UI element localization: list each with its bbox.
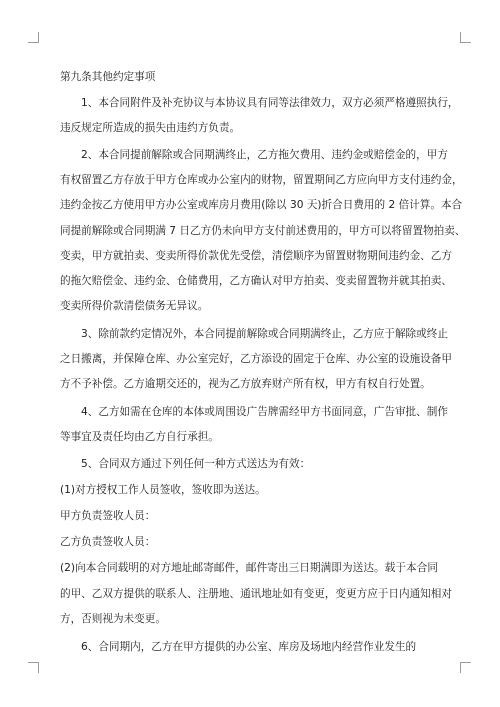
clause-3-line-2: 之日搬离，并保障仓库、办公室完好，乙方添设的固定于仓库、办公室的设施设备甲: [60, 353, 452, 365]
crop-mark-top-right: [460, 32, 471, 43]
clause-4-line-1: 4、乙方如需在仓库的本体或周围设广告牌需经甲方书面同意，广告审批、制作: [81, 406, 448, 418]
clause-1-line-1: 1、本合同附件及补充协议与本协议具有同等法律效力，双方必须严格遵照执行，: [81, 97, 459, 109]
crop-mark-bottom-left: [28, 662, 39, 673]
clause-4-line-2: 等事宜及责任均由乙方自行承担。: [60, 431, 219, 443]
clause-2-line-4: 同提前解除或合同期满 7 日乙方仍未向甲方支付前述费用的，甲方可以将留置物拍卖、: [60, 225, 466, 237]
clause-5-item-2-line-1: (2)向本合同载明的对方地址邮寄邮件，邮件寄出三日期满即为送达。载于本合同: [60, 562, 438, 574]
crop-mark-top-left: [28, 32, 39, 43]
clause-5: 5、合同双方通过下列任何一种方式送达为有效：: [81, 458, 311, 470]
clause-3-line-3: 方不予补偿。乙方逾期交还的，视为乙方放弃财产所有权，甲方有权自行处置。: [60, 378, 431, 390]
party-a-receiver-label: 甲方负责签收人员：: [60, 510, 156, 522]
clause-5-item-2-line-3: 方，否则视为未变更。: [60, 613, 166, 625]
clause-2-line-1: 2、本合同提前解除或合同期满终止，乙方拖欠费用、违约金或赔偿金的，甲方: [81, 149, 448, 161]
clause-6-line-1: 6、合同期内，乙方在甲方提供的办公室、库房及场地内经营作业发生的: [81, 641, 417, 653]
clause-2-line-2: 有权留置乙方存放于甲方仓库或办公室内的财物，留置期间乙方应向甲方支付违约金，: [60, 174, 463, 186]
clause-5-item-2-line-2: 的甲、乙双方提供的联系人、注册地、通讯地址如有变更，变更方应于日内通知相对: [60, 588, 452, 600]
party-b-receiver-label: 乙方负责签收人员：: [60, 536, 156, 548]
clause-2-line-6: 的拖欠赔偿金、违约金、仓储费用，乙方确认对甲方拍卖、变卖留置物并就其拍卖、: [60, 275, 452, 287]
clause-2-line-5: 变卖，甲方就拍卖、变卖所得价款优先受偿，清偿顺序为留置财物期间违约金、乙方: [60, 250, 452, 262]
clause-2-line-3: 违约金按乙方使用甲方办公室或库房月费用(除以 30 天)折合日费用的 2 倍计算。本合: [60, 199, 463, 211]
clause-5-item-1: (1)对方授权工作人员签收，签收即为送达。: [60, 484, 266, 496]
section-heading: 第九条其他约定事项: [60, 71, 156, 83]
clause-1-line-2: 违反规定所造成的损失由违约方负责。: [60, 122, 241, 134]
clause-3-line-1: 3、除前款约定情况外，本合同提前解除或合同期满终止，乙方应于解除或终止: [81, 328, 448, 340]
clause-2-line-7: 变卖所得价款清偿债务无异议。: [60, 300, 209, 312]
crop-mark-bottom-right: [460, 662, 471, 673]
